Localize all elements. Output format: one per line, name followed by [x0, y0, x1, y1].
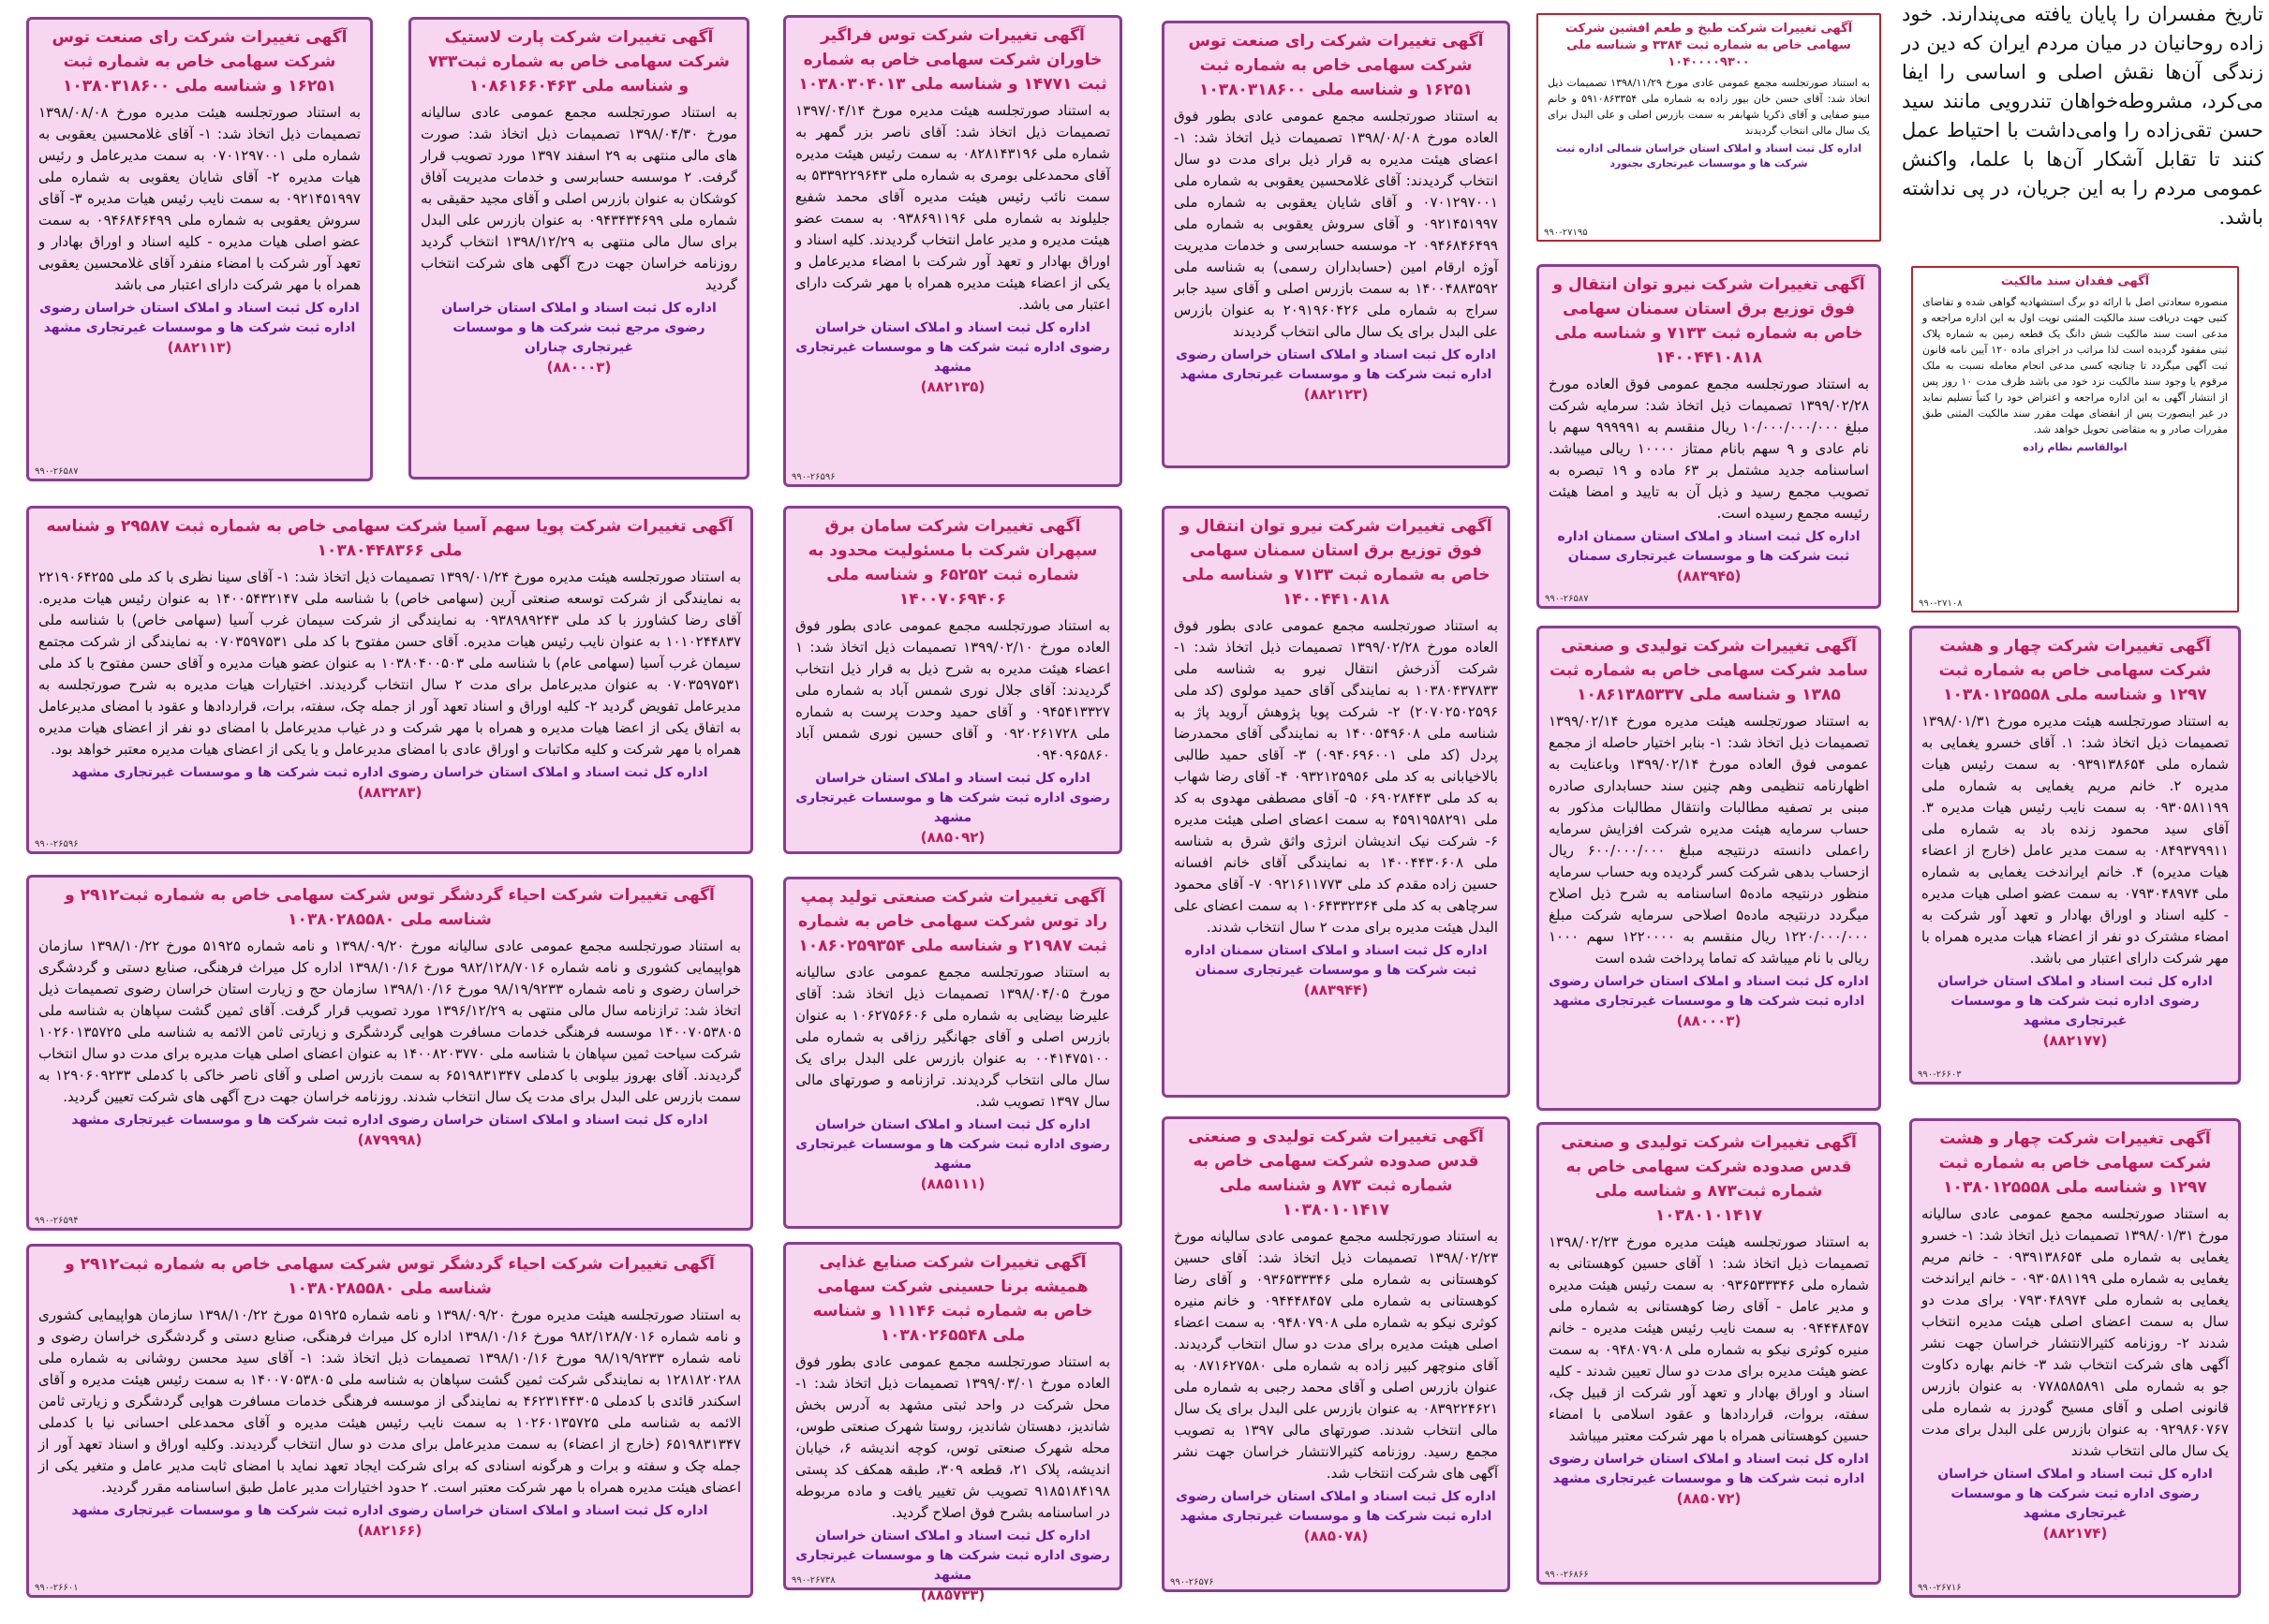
notice-title: آگهی تغییرات شرکت احیاء گردشگر توس شرکت سهامی خاص به شماره ثبت۲۹۱۲ و شناسه ملی ۱۰۳۸۰۲۸۵۵۸۰ [65, 886, 715, 929]
notice-footer: اداره کل ثبت اسناد و املاک استان خراسان شمالی اداره ثبت شرکت ها و موسسات غیرتجاری بجنورد [1555, 142, 1861, 170]
notice-footer: اداره کل ثبت اسناد و املاک استان خراسان رضوی اداره ثبت شرکت ها و موسسات غیرتجاری مشهد [71, 1503, 708, 1518]
notice-body: به استناد صورتجلسه هیئت مدیره مورخ ۱۳۹۸/۰۸/۰۸ تصمیمات ذیل اتخاذ شد: ۱- آقای غلامحسین یعقوبی به شماره ملی ۰۷۰۱۲۹۷۰۰۱ به سمت مدیرعامل و رئیس هیات مدیره ۲- آقای شایان یعقوبی به شماره ملی ۰۹۲۱۴۵۱۹۹۷ به سمت نایب رئیس هیات مدیره ۳- آقای سروش یعقوبی به شماره ملی ۰۹۴۶۸۴۶۴۹۹ به سمت عضو اصلی هیات مدیره - کلیه اسناد و اوراق بهادار و تعهد آور شرکت با امضاء منفرد آقای غلامحسین یعقوبی همراه با مهر شرکت دارای اعتبار می باشد [38, 104, 361, 293]
notice-ref: ۹۹۰-۲۶۶۰۱ [35, 1583, 79, 1593]
editorial-column [1902, 0, 2263, 229]
notice-tabkh-va-tam [1536, 13, 1881, 242]
notice-footer: ابوالقاسم نظام زاده [2023, 441, 2128, 453]
notice-ghods-board [1536, 1122, 1881, 1585]
notice-ray-sanat-assembly [1162, 21, 1510, 468]
notice-title: آگهی تغییرات شرکت صنعتی تولید پمپ راد توس شرکت سهامی خاص به شماره ثبت ۲۱۹۸۷ و شناسه ملی ۱۰۸۶۰۲۵۹۳۵۴ [797, 888, 1108, 955]
notice-body: به استناد صورتجلسه هیئت مدیره مورخ ۱۳۹۹/۰۱/۲۴ تصمیمات ذیل اتخاذ شد: ۱- آقای سینا نظری با کد ملی ۲۲۱۹۰۶۴۲۵۵ به نمایندگی از شرکت توسعه صنعتی آرین (سهامی خاص) با شناسه ملی ۱۴۰۰۵۴۳۲۱۴۷ به عنوان رئیس هیات مدیره. آقای رضا کشاورز با کد ملی ۰۹۳۸۹۸۹۲۴۳ به نمایندگی از شرکت سیمان غرب آسیا (سهامی خاص) با شناسه ملی ۱۰۱۰۲۴۴۸۳۷ به عنوان نایب رئیس هیات مدیره. آقای حسن مفتوح با کد ملی ۰۷۰۳۵۹۷۵۳۱ به نمایندگی از شرکت مجتمع سیمان غرب آسیا (سهامی عام) با شناسه ملی ۱۰۳۸۰۴۰۰۵۰۳ به عنوان عضو هیات مدیره و آقای حسن مفتوح با کد ملی ۰۷۰۳۵۹۷۵۳۱ به عنوان مدیرعامل برای مدت ۲ سال انتخاب گردیدند. اختیارات هیات مدیره به شرح صورتجلسه به مدیرعامل تفویض گردید ۲- کلیه اوراق و اسناد تعهد آور از جمله چک، سفته، برات، قراردادها و عقود با امضای مدیرعامل به اتفاق یکی از اعضا هیات مدیره و همراه با مهر شرکت و در غیاب مدیرعامل با امضای دو نفر از اعضای هیات مدیره همراه با مهر شرکت و کلیه مکاتبات و اوراق عادی با امضای مدیرعامل و یا یکی از اعضای هیات مدیره معتبر خواهد بود. [38, 568, 742, 758]
notice-body: به استناد صورتجلسه مجمع عمومی عادی بطور فوق العاده مورخ ۱۳۹۸/۰۸/۰۸ تصمیمات ذیل اتخاذ شد: ۱- اعضای هیئت مدیره به قرار ذیل برای مدت دو سال انتخاب گردیدند: آقای غلامحسین یعقوبی به شماره ملی ۰۷۰۱۲۹۷۰۰۱ و آقای شایان یعقوبی به شماره ملی ۰۹۲۱۴۵۱۹۹۷ و آقای سروش یعقوبی به شماره ملی ۰۹۴۶۸۴۶۴۹۹ ۲- موسسه حسابرسی و خدمات مدیریت آوژه ارقام امین (حسابداران رسمی) به شناسه ملی ۱۴۰۰۴۸۸۳۵۹۲ به سمت بازرس اصلی و آقای سید جابر سراج به شماره ملی ۲۰۹۱۹۶۰۴۲۶ به عنوان بازرس علی البدل برای یک سال مالی انتخاب گردیدند [1174, 108, 1498, 340]
notice-char-va-hasht-assembly [1909, 1118, 2241, 1598]
notice-code: (۸۸۳۹۴۴) [1303, 982, 1369, 998]
notice-code: (۸۸۵۰۷۸) [1303, 1528, 1369, 1544]
notice-body: به استناد صورتجلسه مجمع عمومی عادی بطور فوق العاده مورخ ۱۳۹۹/۰۲/۲۸ تصمیمات ذیل اتخاذ شد: ۱- شرکت آذرخش انتقال نیرو به شناسه ملی ۱۰۳۸۰۴۳۷۸۳۳ به نمایندگی آقای حمید مولوی (کد ملی ۲۰۷۰۲۵۰۲۵۹۶) ۲- شرکت پویا پژوهش آروید پاژ به شناسه ملی ۱۴۰۰۵۴۹۶۰۸ به نمایندگی آقای محمدرضا پردل (کد ملی ۰۹۴۰۶۹۶۰۰۱) ۳- آقای حمید طالبی بالاخیابانی به کد ملی ۰۹۳۲۱۲۵۹۵۶ ۴- آقای رضا شهاب به کد ملی ۰۶۹۰۲۸۴۴۳ ۵- آقای مصطفی مهدوی به کد ملی ۴۵۹۱۹۵۸۲۹۱ به سمت اعضای اصلی هیئت مدیره ۶- شرکت نیک اندیشان انرژی واثق شرق به شناسه ملی ۱۴۰۰۴۴۳۰۶۰۸ به نمایندگی آقای خانم افسانه حسین زاده مقدم کد ملی ۰۹۲۱۶۱۱۷۷۳ ۷- آقای محمود سرچاهی به کد ملی ۱۰۶۴۳۳۲۳۶۴ به سمت اعضای علی البدل هیئت مدیره برای مدت ۲ سال انتخاب شدند. [1174, 617, 1499, 936]
notice-ref: ۹۹۰-۲۶۵۹۶ [35, 839, 79, 849]
notice-footer: اداره کل ثبت اسناد و املاک استان خراسان رضوی اداره ثبت شرکت ها و موسسات غیرتجاری مشهد [1937, 1467, 2213, 1521]
notice-title: آگهی تغییرات شرکت نیرو توان انتقال و فوق توزیع برق استان سمنان سهامی خاص به شماره ثبت ۷۱۳۳ و شناسه ملی ۱۴۰۰۴۴۱۰۸۱۸ [1552, 275, 1865, 367]
notice-footer: اداره کل ثبت اسناد و املاک استان سمنان اداره ثبت شرکت ها و موسسات غیرتجاری سمنان [1184, 943, 1488, 978]
notice-ref: ۹۹۰-۲۶۸۶۶ [1545, 1570, 1589, 1580]
notice-code: (۸۷۹۹۹۸) [357, 1131, 423, 1148]
notice-body: به استناد صورتجلسه هیئت مدیره مورخ ۱۳۹۷/۰۴/۱۴ تصمیمات ذیل اتخاذ شد: آقای ناصر بزر گمهر به شماره ملی ۰۸۲۸۱۴۳۱۹۶ به سمت رئیس هیئت مدیره آقای محمدعلی بومری به شماره ملی ۵۳۳۹۲۲۹۶۴۳ به سمت نائب رئیس هیئت مدیره آقای محمد شفیع جلیلوند به شماره ملی ۰۹۳۸۶۹۱۱۹۶ به سمت عضو هیئت مدیره و مدیر عامل انتخاب گردیدند. کلیه اسناد و اوراق بهادار و تعهد آور شرکت با امضاء مدیرعامل و یکی از اعضاء هیئت مدیره همراه با مهر شرکت دارای اعتبار می باشد. [795, 102, 1110, 313]
notice-title: آگهی فقدان سند مالکیت [2000, 274, 2150, 288]
notice-code: (۸۸۵۰۷۲) [1676, 1490, 1742, 1507]
notice-footer: اداره کل ثبت اسناد و املاک استان خراسان رضوی اداره ثبت شرکت ها و موسسات غیرتجاری مشهد [1549, 1452, 1869, 1486]
notice-title: آگهی تغییرات شرکت احیاء گردشگر توس شرکت سهامی خاص به شماره ثبت۲۹۱۲ و شناسه ملی ۱۰۳۸۰۲۸۵۵۸۰ [65, 1255, 715, 1298]
notice-ref: ۹۹۰-۲۶۵۹۴ [35, 1216, 79, 1226]
notice-part-lastic [408, 17, 749, 480]
notice-title: آگهی تغییرات شرکت پارت لاستیک شرکت سهامی خاص به شماره ثبت۷۳۳ و شناسه ملی ۱۰۸۶۱۶۶۰۴۶۳ [428, 28, 730, 96]
notice-code: (۸۸۵۱۱۱) [920, 1175, 986, 1192]
notice-code: (۸۸۲۱۷۷) [2042, 1032, 2108, 1049]
notice-ref: ۹۹۰-۲۷۱۰۸ [1919, 598, 1963, 609]
notice-code: (۸۸۲۱۳۵) [920, 378, 986, 395]
notice-footer: اداره کل ثبت اسناد و املاک استان سمنان اداره ثبت شرکت ها و موسسات غیرتجاری سمنان [1557, 529, 1861, 564]
notice-body: به استناد صورتجلسه مجمع عمومی عادی بطور فوق العاده مورخ ۱۳۹۹/۰۳/۰۱ تصمیمات ذیل اتخاذ شد: ۱- محل شرکت در واحد ثبتی مشهد به آدرس بخش شاندیز، دهستان شاندیز، روستا شهرک صنعتی طوس، محله شهرک صنعتی توس، کوچه اندیشه ۶، خیابان اندیشه، پلاک ۲۱، قطعه ۳۰۹، طبقه همکف کد پستی ۹۱۸۵۱۸۴۱۹۸ تصویب ش تغییر یافت و ماده مربوطه در اساسنامه بشرح فوق اصلاح گردید. [795, 1353, 1110, 1521]
notice-footer: اداره کل ثبت اسناد و املاک استان خراسان رضوی اداره ثبت شرکت ها و موسسات غیرتجاری مشهد [795, 320, 1110, 375]
notice-pomp-rad [783, 877, 1122, 1229]
notice-footer: اداره کل ثبت اسناد و املاک استان خراسان رضوی اداره ثبت شرکت ها و موسسات غیرتجاری مشهد [1937, 974, 2213, 1028]
notice-title: آگهی تغییرات شرکت تولیدی و صنعتی سامد شرکت سهامی خاص به شماره ثبت ۱۳۸۵ و شناسه ملی ۱۰۸۶۱۳۸۵۳۳۷ [1549, 637, 1869, 704]
notice-body: به استناد صورتجلسه مجمع عمومی عادی بطور فوق العاده مورخ ۱۳۹۹/۰۲/۱۰ تصمیمات ذیل اتخاذ شد: ۱ اعضاء هیئت مدیره به شرح ذیل به قرار ذیل انتخاب گردیدند: آقای جلال نوری شمس آباد به شماره ملی ۰۹۴۵۴۱۳۳۲۷ و آقای حمید وحدت پرست به شماره ملی ۰۹۲۰۲۶۱۷۲۸ و آقای حسین نوری شمس آباد ۰۹۴۰۹۶۵۸۶۰ [795, 617, 1110, 763]
notice-footer: اداره کل ثبت اسناد و املاک استان خراسان رضوی اداره ثبت شرکت ها و موسسات غیرتجاری مشهد [795, 1117, 1110, 1172]
notice-char-va-hasht-board [1909, 626, 2241, 1085]
editorial-text: تاریخ مفسران را پایان یافته می‌پندارند. خود زاده روحانیان در میان مردم ایران که دین در زندگی آن‌ها نقش اصلی و اساسی را ایفا می‌کرد، مشروطه‌خواهان تندرویی مانند سید حسن تقی‌زاده را وامی‌داشت با احتیاط عمل کنند تا تقابل آشکار آن‌ها با علما، واکنش عمومی مردم را به این جریان، در پی نداشته باشد. [1902, 3, 2263, 229]
notice-code: (۸۸۲۱۶۶) [357, 1522, 423, 1539]
notice-ray-sanat-board [26, 17, 373, 481]
notice-pouya-sahm-asia [26, 506, 753, 854]
notice-footer: اداره کل ثبت اسناد و املاک استان خراسان رضوی اداره ثبت شرکت ها و موسسات غیرتجاری مشهد [1176, 1489, 1496, 1524]
notice-footer: اداره کل ثبت اسناد و املاک استان خراسان رضوی اداره ثبت شرکت ها و موسسات غیرتجاری مشهد [71, 765, 708, 780]
notice-niroo-tavan-board [1162, 506, 1510, 1098]
notice-body: به استناد صورتجلسه مجمع عمومی فوق العاده مورخ ۱۳۹۹/۰۲/۲۸ تصمیمات ذیل اتخاذ شد: سرمایه شرکت مبلغ ۱۰/۰۰۰/۰۰۰/۰۰۰ ریال منقسم به ۹۹۹۹۹۱ سهم با نام عادی و ۹ سهم بانام ممتاز ۱۰۰۰۰ ریالی میباشد. اساسنامه جدید مشتمل بر ۶۳ ماده و ۱۹ تبصره به تصویب مجمع رسید و ذیل آن به تایید و امضا هیئت رئیسه مجمع رسیده است. [1549, 376, 1869, 522]
notice-title: آگهی تغییرات شرکت صنایع غذایی همیشه برنا حسینی شرکت سهامی خاص به شماره ثبت ۱۱۱۴۶ و شناسه ملی ۱۰۳۸۰۲۶۵۵۴۸ [812, 1253, 1093, 1345]
notice-ref: ۹۹۰-۲۶۵۷۶ [1170, 1577, 1214, 1587]
notice-ghods-assembly [1162, 1116, 1510, 1592]
notice-body: به استناد صورتجلسه مجمع عمومی عادی سالیانه مورخ ۱۳۹۸/۰۱/۳۱ تصمیمات ذیل اتخاذ شد: ۱- خسرو یغمایی به شماره ملی ۰۹۳۹۱۳۸۶۵۴ - خانم مریم یغمایی به شماره ملی ۰۹۳۰۵۸۱۱۹۹ - خانم ایراندخت یغمایی به شماره ملی ۰۷۹۳۰۴۸۹۷۴ برای مدت دو سال به سمت اعضای اصلی هیئت مدیره انتخاب شدند ۲- روزنامه کثیرالانتشار خراسان جهت نشر آگهی های شرکت انتخاب شد ۳- خانم بهاره دکاوت جو به شماره ملی ۰۷۷۸۵۸۵۸۹۱ به عنوان بازرس قانونی اصلی و آقای مسیح گودرز به شماره ملی ۰۹۲۹۸۶۰۷۶۷ به عنوان بازرس علی البدل برای مدت یک سال مالی انتخاب شدند [1921, 1205, 2230, 1459]
notice-code: (۸۸۲۱۱۳) [167, 339, 232, 356]
notice-samed [1536, 626, 1881, 1111]
notice-code: (۸۸۵۰۹۲) [920, 829, 986, 846]
notice-title: آگهی تغییرات شرکت تولیدی و صنعتی قدس صدوده شرکت سهامی خاص به شماره ثبت۸۷۳ و شناسه ملی ۱۰۳۸۰۱۰۱۴۱۷ [1561, 1133, 1857, 1225]
notice-title: آگهی تغییرات شرکت چهار و هشت شرکت سهامی خاص به شماره ثبت ۱۲۹۷ و شناسه ملی ۱۰۳۸۰۱۲۵۵۵۸ [1938, 1129, 2212, 1197]
notice-ref: ۹۹۰-۲۶۷۳۸ [792, 1575, 836, 1586]
notice-ref: ۹۹۰-۲۶۵۹۶ [792, 472, 836, 482]
notice-body: به استناد صورتجلسه مجمع عمومی عادی سالیانه مورخ ۱۳۹۸/۰۴/۰۵ تصمیمات ذیل اتخاذ شد: آقای علیرضا بیضایی به شماره ملی ۱۰۶۲۷۵۶۶۰۶ به عنوان بازرس اصلی و آقای جهانگیر رزاقی به شماره ملی ۰۰۴۱۴۷۵۱۰۰ به عنوان بازرس علی البدل برای یک سال مالی انتخاب گردیدند. ترازنامه و صورتهای مالی سال ۱۳۹۷ تصویب شد. [795, 964, 1111, 1110]
notice-title: آگهی تغییرات شرکت تولیدی و صنعتی قدس صدوده شرکت سهامی خاص به شماره ثبت ۸۷۳ و شناسه ملی ۱۰۳۸۰۱۰۱۴۱۷ [1188, 1128, 1484, 1219]
notice-title: آگهی تغییرات شرکت پویا سهم آسیا شرکت سهامی خاص به شماره ثبت ۲۹۵۸۷ و شناسه ملی ۱۰۳۸۰۴۴۸۳۶۶ [46, 517, 734, 560]
notice-title: آگهی تغییرات شرکت رای صنعت توس شرکت سهامی خاص به شماره ثبت ۱۶۲۵۱ و شناسه ملی ۱۰۳۸۰۳۱۸۶۰۰ [1188, 32, 1484, 99]
notice-footer: اداره کل ثبت اسناد و املاک استان خراسان رضوی اداره ثبت شرکت ها و موسسات غیرتجاری مشهد [1549, 974, 1869, 1009]
notice-body: به استناد صورتجلسه هیئت مدیره مورخ ۱۳۹۹/۰۲/۱۴ تصمیمات ذیل اتخاذ شد: ۱- بنابر اختیار حاصله از مجمع عمومی فوق العاده مورخ ۱۳۹۹/۰۲/۱۴ وباعنایت به اظهارنامه تنظیمی وهم چنین سند حسابداری صادره مبنی بر تصفیه مطالبات وانتقال مطالبات مذکور به حساب سرمایه هیئت مدیره شرکت افزایش سرمایه راعملی دانسته درنتیجه مبلغ ۶۰۰/۰۰۰/۰۰۰ ریال ازحساب بدهی شرکت کسر گردیده وبه حساب سرمایه منظور درنتیجه ماده۵ اساسنامه به شرح ذیل اصلاح میگردد درنتیجه ماده۵ اصلاحی سرمایه شرکت مبلغ ۱۲۲۰/۰۰۰/۰۰۰ ریال منقسم به ۱۲۲۰۰۰۰ سهم ۱۰۰۰ ریالی با نام میباشد که تماما پرداخت شده است [1549, 713, 1869, 967]
notice-ehya-gardeshgar-board [26, 1244, 753, 1598]
notice-code: (۸۸۳۲۸۳) [357, 784, 423, 801]
notice-code: (۸۸۰۰۰۳) [1676, 1012, 1742, 1029]
notice-footer: اداره کل ثبت اسناد و املاک استان خراسان رضوی اداره ثبت شرکت ها و موسسات غیرتجاری مشهد [71, 1113, 708, 1128]
notice-body: به استناد صورتجلسه مجمع عمومی عادی سالیانه مورخ ۱۳۹۸/۰۹/۲۰ و نامه شماره ۵۱۹۲۵ مورخ ۱۳۹۸/۱۰/۲۲ سازمان هواپیمایی کشوری و نامه شماره ۹۸۲/۱۲۸/۷۰۱۶ مورخ ۱۳۹۸/۱۰/۱۶ اداره کل میراث فرهنگی، صنایع دستی و گردشگری خراسان رضوی و نامه شماره ۹۸/۱۹/۹۲۳۳ مورخ ۱۳۹۸/۱۰/۱۶ سازمان حج و زیارت استان خراسان رضوی تصمیمات ذیل اتخاذ شد: ترازنامه سال مالی منتهی به ۱۳۹۶/۱۲/۲۹ مورد تصویب قرار گرفت. آقای ثمین گشت سپاهان به شناسه ملی ۱۴۰۰۷۰۵۳۸۰۵ موسسه فرهنگی خدمات مسافرت هوایی گردشگری و زیارتی ثامن الائمه به شناسه ملی ۱۰۲۶۰۱۳۵۷۲۵ شرکت سیاحت ثمین سپاهان با شناسه ملی ۱۴۰۰۸۲۰۳۷۷۰ به عنوان اعضای اصلی هیات مدیره برای مدت دو سال انتخاب گردیدند. آقای بهروز بیلوبی با کدملی ۶۵۱۹۸۳۱۳۴۷ به سمت بازرس اصلی و آقای ناصر خاکی با کدملی ۱۲۹۰۶۰۹۲۳۳ به سمت بازرس علی البدل برای مدت یک سال انتخاب شدند. روزنامه خراسان جهت درج آگهی های شرکت تعیین گردید. [38, 937, 742, 1105]
notice-footer: اداره کل ثبت اسناد و املاک استان خراسان رضوی اداره ثبت شرکت ها و موسسات غیرتجاری مشهد [39, 301, 360, 335]
notice-ref: ۹۹۰-۲۶۶۰۳ [1918, 1070, 1962, 1080]
notice-body: منصوره سعادتی اصل با ارائه دو برگ استشهادیه گواهی شده و تقاضای کتبی جهت دریافت سند مالکیت المثنی توپت اول به این اداره مراجعه و مدعی است سند مالکیت شش دانگ یک قطعه زمین به شماره پلاک ثبتی مفقود گردیده است لذا مراتب در اجرای ماده ۱۲۰ آیین نامه قانون ثبت آگهی میگردد تا چنانچه کسی مدعی انجام معامله نسبت به ملک مرقوم یا وجود سند مالکیت نزد خود می باشد ظرف مدت ۱۰ روز پس از انتشار آگهی به این اداره مراجعه و اعتراض خود را کتباً تسلیم نماید در غیر اینصورت پس از انقضای مهلت مقرر سند مالکیت المثنی طبق مقررات صادر و به متقاضی تحویل خواهد شد. [1922, 296, 2228, 436]
notice-footer: اداره کل ثبت اسناد و املاک استان خراسان رضوی اداره ثبت شرکت ها و موسسات غیرتجاری مشهد [795, 1528, 1110, 1583]
notice-ehya-gardeshgar-assembly [26, 875, 753, 1231]
notice-footer: اداره کل ثبت اسناد و املاک استان خراسان رضوی مرجع ثبت شرکت ها و موسسات غیرتجاری چناران [441, 301, 717, 355]
notice-code: (۸۸۵۷۳۳) [920, 1587, 986, 1603]
notice-ref: ۹۹۰-۲۶۵۸۷ [35, 466, 79, 477]
notice-toos-faragir [783, 15, 1122, 487]
notice-lost-deed [1911, 266, 2239, 613]
notice-title: آگهی تغییرات شرکت رای صنعت توس شرکت سهامی خاص به شماره ثبت ۱۶۲۵۱ و شناسه ملی ۱۰۳۸۰۳۱۸۶۰۰ [52, 28, 348, 96]
notice-ref: ۹۹۰-۲۷۱۹۵ [1544, 228, 1588, 238]
notice-ref: ۹۹۰-۲۶۷۱۶ [1918, 1583, 1962, 1593]
notice-body: به استناد صورتجلسه مجمع عمومی عادی سالیانه مورخ ۱۳۹۸/۰۲/۲۳ تصمیمات ذیل اتخاذ شد: آقای حسین کوهستانی به شماره ملی ۰۹۳۶۵۳۳۳۴۶ و آقای رضا کوهستانی به شماره ملی ۰۹۴۴۴۸۴۵۷ و خانم منیره کوثری نیکو به شماره ملی ۰۹۴۸۰۷۹۰۸ به سمت اعضاء اصلی هیئت مدیره برای مدت دو سال انتخاب گردیدند. آقای منوچهر کبیر زاده به شماره ملی ۰۸۷۱۶۲۷۵۸۰ به عنوان بازرس اصلی و آقای محمد رجبی به شماره ملی ۰۸۳۹۲۲۴۶۲۱ به عنوان بازرس علی البدل برای یک سال مالی انتخاب شدند. صورتهای مالی ۱۳۹۷ به تصویب مجمع رسید. روزنامه کثیرالانتشار خراسان جهت نشر آگهی های شرکت انتخاب شد. [1174, 1228, 1498, 1482]
notice-ref: ۹۹۰-۲۶۵۸۷ [1545, 594, 1589, 604]
notice-footer: اداره کل ثبت اسناد و املاک استان خراسان رضوی اداره ثبت شرکت ها و موسسات غیرتجاری مشهد [1176, 347, 1496, 382]
notice-body: به استناد صورتجلسه مجمع عمومی عادی مورخ ۱۳۹۸/۱۱/۲۹ تصمیمات ذیل اتخاذ شد: آقای حسن خان بیور زاده به شماره ملی ۵۹۱۰۸۶۳۳۵۴ و خانم مینو صفایی و آقای ذکریا شهابفر به سمت بازرس اصلی و علی البدل برای یک سال مالی انتخاب گردیدند [1548, 77, 1870, 137]
notice-code: (۸۸۲۱۷۴) [2042, 1525, 2108, 1542]
notice-title: آگهی تغییرات شرکت طبخ و طعم افشین شرکت سهامی خاص به شماره ثبت ۳۳۸۴ و شناسه ملی ۱۰۴۰۰۰۰۹۳۰۰ [1565, 22, 1853, 69]
notice-title: آگهی تغییرات شرکت توس فراگیر خاوران شرکت سهامی خاص به شماره ثبت ۱۴۷۷۱ و شناسه ملی ۱۰۳۸۰۳۰۴۰۱۳ [798, 26, 1107, 94]
notice-body: به استناد صورتجلسه هیئت مدیره مورخ ۱۳۹۸/۰۹/۲۰ و نامه شماره ۵۱۹۲۵ مورخ ۱۳۹۸/۱۰/۲۲ سازمان هواپیمایی کشوری و نامه شماره ۹۸۲/۱۲۸/۷۰۱۶ مورخ ۱۳۹۸/۱۰/۱۶ اداره کل میراث فرهنگی، صنایع دستی و گردشگری خراسان رضوی و نامه شماره ۹۸/۱۹/۹۲۳۳ مورخ ۱۳۹۸/۱۰/۱۶ تصمیمات ذیل اتخاذ شد: ۱- آقای سید محسن روشانی به شماره ملی ۱۲۸۱۸۲۰۲۸۸ به نمایندگی شرکت ثمین گشت سپاهان به شناسه ملی ۱۴۰۰۷۰۵۳۸۰۵ به سمت رئیس هیئت مدیره و آقای اسکندر قائدی با کدملی ۴۶۲۳۱۴۴۳۰۵ به نمایندگی از موسسه فرهنگی خدمات مسافرت هوایی گردشگری و زیارتی ثامن الائمه به شناسه ملی ۱۰۲۶۰۱۳۵۷۲۵ به سمت نایب رئیس هیئت مدیره و آقای محمدعلی احسانی نیا با کدملی ۶۵۱۹۸۳۱۳۴۷ (خارج از اعضاء) به سمت مدیرعامل برای مدت دو سال انتخاب گردیدند. وکلیه اوراق و اسناد تعهد آور از جمله چک و سفته و برات و هرگونه اسنادی که برای شرکت ایجاد تعهد نماید با امضای ثابت مدیر عامل و متغیر یکی از اعضای هیئت مدیره همراه با مهر شرکت معتبر است. ۲ حدود اختیارات مدیر عامل طبق اساسنامه مقرر گردید. [38, 1307, 742, 1496]
notice-title: آگهی تغییرات شرکت نیرو توان انتقال و فوق توزیع برق استان سمنان سهامی خاص به شماره ثبت ۷۱۳۳ و شناسه ملی ۱۴۰۰۴۴۱۰۸۱۸ [1179, 517, 1492, 609]
notice-title: آگهی تغییرات شرکت سامان برق سپهران شرکت با مسئولیت محدود به شماره ثبت ۶۵۲۵۲ و شناسه ملی ۱۴۰۰۷۰۶۹۴۰۶ [808, 517, 1098, 609]
notice-body: به استناد صورتجلسه مجمع عمومی عادی سالیانه مورخ ۱۳۹۸/۰۴/۳۰ تصمیمات ذیل اتخاذ شد: صورت های مالی منتهی به ۲۹ اسفند ۱۳۹۷ مورد تصویب قرار گرفت. ۲ موسسه حسابرسی و خدمات مدیریت آفاق کوشکان به عنوان بازرس اصلی و آقای مجید حقیقی به شماره ملی ۰۹۴۳۴۳۴۶۹۹ به عنوان بازرس علی البدل برای سال مالی منتهی به ۱۳۹۸/۱۲/۲۹ انتخاب گردید روزنامه خراسان جهت درج آگهی های شرکت انتخاب گردید [421, 104, 738, 293]
notice-footer: اداره کل ثبت اسناد و املاک استان خراسان رضوی اداره ثبت شرکت ها و موسسات غیرتجاری مشهد [795, 771, 1110, 825]
notice-body: به استناد صورتجلسه هیئت مدیره مورخ ۱۳۹۸/۰۲/۲۳ تصمیمات ذیل اتخاذ شد: ۱ آقای حسین کوهستانی به شماره ملی ۰۹۳۶۵۳۳۳۴۶ به سمت رئیس هیئت مدیره و مدیر عامل - آقای رضا کوهستانی به شماره ملی ۰۹۴۴۴۸۴۵۷ به سمت نایب رئیس هیئت مدیره - خانم منیره کوثری نیکو به شماره ملی ۰۹۴۸۰۷۹۰۸ به سمت عضو هیئت مدیره برای مدت دو سال تعیین شدند - کلیه اسناد و اوراق بهادار و تعهد آور شرکت از قبیل چک، سفته، بروات، قراردادها و عقود اسلامی با امضاء حسین کوهستانی همراه با مهر شرکت معتبر میباشد [1549, 1233, 1870, 1444]
notice-body: به استناد صورتجلسه هیئت مدیره مورخ ۱۳۹۸/۰۱/۳۱ تصمیمات ذیل اتخاذ شد: ۱. آقای خسرو یغمایی به شماره ملی ۰۹۳۹۱۳۸۶۵۴ به سمت رئیس هیات مدیره ۲. خانم مریم یغمایی به شماره ملی ۰۹۳۰۵۸۱۱۹۹ به سمت نایب رئیس هیات مدیره ۳. آقای سید محمود زنده باد به شماره ملی ۰۸۴۹۳۷۹۹۱۱ به سمت مدیر عامل (خارج از اعضاء هیات مدیره) ۴. خانم ایراندخت یغمایی به شماره ملی ۰۷۹۳۰۴۸۹۷۴ به سمت عضو اصلی هیات مدیره - کلیه اسناد و اوراق بهادار و تعهد آور شرکت به امضاء مشترک دو نفر از اعضاء هیات مدیره همراه با مهر شرکت دارای اعتبار می باشد. [1921, 713, 2230, 967]
notice-title: آگهی تغییرات شرکت چهار و هشت شرکت سهامی خاص به شماره ثبت ۱۲۹۷ و شناسه ملی ۱۰۳۸۰۱۲۵۵۵۸ [1938, 637, 2212, 704]
notice-hamisheh-borna [783, 1242, 1122, 1603]
notice-niroo-tavan-capital [1536, 264, 1881, 609]
notice-code: (۸۸۲۱۲۳) [1303, 386, 1369, 403]
notice-code: (۸۸۰۰۰۳) [546, 359, 612, 376]
notice-saman-bargh [783, 506, 1122, 854]
notice-code: (۸۸۳۹۴۵) [1676, 568, 1742, 584]
